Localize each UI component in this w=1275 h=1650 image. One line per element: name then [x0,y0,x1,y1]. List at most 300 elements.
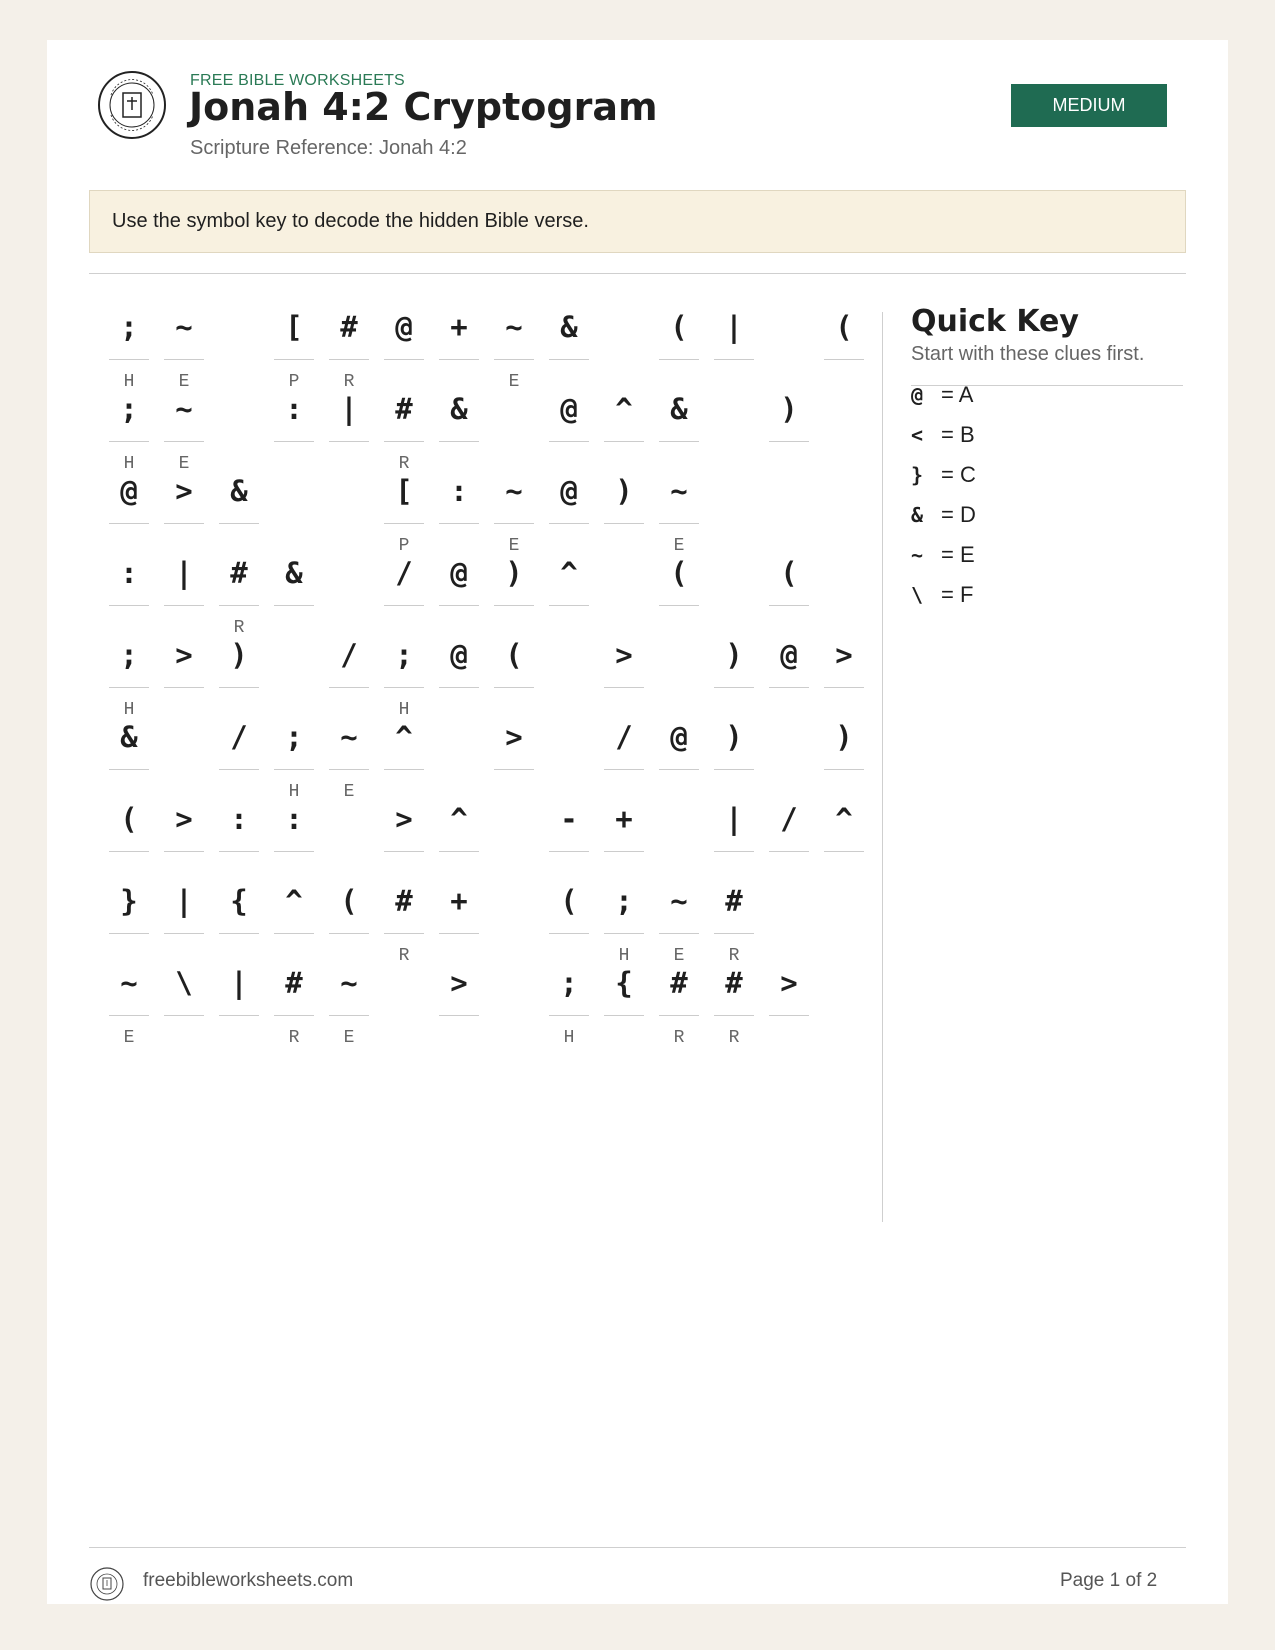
hint-letter: E [178,372,190,392]
cipher-symbol: ) [230,638,248,672]
answer-line[interactable] [659,933,699,934]
cipher-symbol: # [725,966,743,1000]
answer-line[interactable] [439,605,479,606]
cipher-symbol: : [285,392,303,426]
hint-letter: R [728,1028,740,1048]
puzzle-cell [604,794,644,880]
puzzle-cell [109,302,149,392]
key-symbol: } [911,463,924,487]
cipher-symbol: @ [670,720,688,754]
answer-line[interactable] [164,441,204,442]
answer-line[interactable] [659,1015,699,1016]
hint-letter [769,1028,809,1048]
answer-line[interactable] [824,769,864,770]
answer-line[interactable] [604,523,644,524]
hint-letter [714,372,754,392]
answer-line[interactable] [604,441,644,442]
cipher-symbol: ( [340,884,358,918]
cipher-symbol: ^ [835,802,853,836]
answer-line[interactable] [384,687,424,688]
cipher-symbol: ^ [285,884,303,918]
answer-line[interactable] [549,359,589,360]
cipher-symbol: # [395,392,413,426]
answer-line[interactable] [604,687,644,688]
cipher-symbol: @ [120,474,138,508]
cipher-symbol: ; [560,966,578,1000]
puzzle-cell [549,384,589,470]
answer-line[interactable] [384,605,424,606]
answer-line[interactable] [219,605,259,606]
puzzle-cell [494,630,534,716]
answer-line[interactable] [714,687,754,688]
hint-letter: E [123,1028,135,1048]
hint-letter: E [673,946,685,966]
hint-letter [659,782,699,802]
puzzle-cell [274,712,314,802]
puzzle-cell [109,876,149,962]
cipher-symbol: | [725,310,743,344]
hint-letter [604,536,644,556]
cipher-symbol: ) [725,638,743,672]
cipher-symbol: @ [395,310,413,344]
hint-letter: H [123,454,135,474]
puzzle-cell [109,384,149,474]
puzzle-cell [219,958,259,1044]
answer-line[interactable] [439,851,479,852]
cipher-symbol: @ [450,556,468,590]
puzzle-cell [439,302,479,388]
answer-line[interactable] [164,523,204,524]
key-entry [911,540,975,570]
key-symbol: @ [911,383,924,407]
answer-line[interactable] [109,523,149,524]
cipher-symbol: & [670,392,688,426]
cipher-symbol: > [175,638,193,672]
answer-line[interactable] [824,687,864,688]
puzzle-cell [494,302,534,392]
answer-line[interactable] [384,851,424,852]
cipher-symbol: - [560,802,578,836]
hint-letter: R [673,1028,685,1048]
cipher-symbol: / [395,556,413,590]
answer-line[interactable] [329,441,369,442]
cipher-symbol: # [285,966,303,1000]
answer-line[interactable] [384,523,424,524]
answer-line[interactable] [494,769,534,770]
cipher-symbol: > [450,966,468,1000]
answer-line[interactable] [494,523,534,524]
answer-line[interactable] [219,933,259,934]
answer-line[interactable] [604,851,644,852]
answer-line[interactable] [384,441,424,442]
cipher-symbol: ~ [670,884,688,918]
puzzle-cell [769,630,809,716]
answer-line[interactable] [824,359,864,360]
cipher-symbol: # [670,966,688,1000]
cipher-symbol: @ [780,638,798,672]
cipher-symbol: [ [285,310,303,344]
cipher-symbol: } [120,884,138,918]
cipher-symbol: > [835,638,853,672]
cipher-symbol: # [340,310,358,344]
answer-line[interactable] [164,1015,204,1016]
answer-line[interactable] [109,687,149,688]
puzzle-cell [384,876,424,966]
hint-letter [659,618,699,638]
cipher-symbol: | [175,556,193,590]
puzzle-cell [714,630,754,716]
answer-line[interactable] [109,359,149,360]
puzzle-cell [329,302,369,392]
answer-line[interactable] [274,441,314,442]
cipher-symbol: > [505,720,523,754]
cipher-symbol: & [285,556,303,590]
puzzle-cell [109,466,149,552]
answer-line[interactable] [219,523,259,524]
hint-letter: R [728,946,740,966]
answer-line[interactable] [659,605,699,606]
cipher-symbol: / [340,638,358,672]
hint-letter [439,1028,479,1048]
puzzle-cell [769,548,809,634]
key-entry [911,500,976,530]
answer-line[interactable] [659,523,699,524]
puzzle-cell [274,958,314,1048]
cipher-symbol: ~ [340,720,358,754]
puzzle-cell [549,794,589,880]
quick-key-title: Quick Key [911,304,1079,339]
puzzle-cell [439,466,479,552]
puzzle-cell [384,548,424,634]
puzzle-cell [659,876,699,966]
answer-line[interactable] [769,851,809,852]
cipher-symbol: | [175,884,193,918]
answer-line[interactable] [769,441,809,442]
cipher-symbol: : [285,802,303,836]
answer-line[interactable] [439,933,479,934]
hint-letter: H [123,372,135,392]
answer-line[interactable] [604,933,644,934]
cipher-symbol: ) [835,720,853,754]
hint-letter: E [508,536,520,556]
answer-line[interactable] [109,933,149,934]
cipher-symbol: ; [120,392,138,426]
answer-line[interactable] [109,441,149,442]
column-divider [882,312,883,1222]
hint-letter [219,1028,259,1048]
puzzle-cell [494,712,534,798]
puzzle-cell [384,302,424,388]
puzzle-cell [439,384,479,470]
cipher-symbol: & [120,720,138,754]
answer-line[interactable] [604,769,644,770]
answer-line[interactable] [164,605,204,606]
cipher-symbol: & [560,310,578,344]
puzzle-cell [384,712,424,798]
key-symbol: ~ [911,543,924,567]
puzzle-cell [714,712,754,798]
puzzle-cell [659,302,699,388]
answer-line[interactable] [109,605,149,606]
cipher-symbol: | [340,392,358,426]
logo-icon [97,70,167,140]
answer-line[interactable] [439,687,479,688]
answer-line[interactable] [329,1015,369,1016]
footer-logo-icon [89,1566,125,1602]
answer-line[interactable] [769,687,809,688]
answer-line[interactable] [714,359,754,360]
answer-line[interactable] [549,1015,589,1016]
cipher-symbol: ( [835,310,853,344]
cipher-symbol: ^ [450,802,468,836]
puzzle-cell [384,384,424,474]
puzzle-cell [439,630,479,716]
hint-letter: E [673,536,685,556]
cipher-symbol: ~ [175,310,193,344]
puzzle-cell [329,876,369,962]
page-number: Page 1 of 2 [1060,1570,1158,1591]
answer-line[interactable] [659,359,699,360]
puzzle-cell [164,958,204,1044]
puzzle-cell [769,958,809,1044]
cipher-symbol: \ [175,966,193,1000]
puzzle-cell [659,548,699,634]
divider [89,273,1186,274]
answer-line[interactable] [439,441,479,442]
key-letter: = E [941,542,975,567]
puzzle-cell [824,794,864,880]
cipher-symbol: / [780,802,798,836]
page-title: Jonah 4:2 Cryptogram [189,85,658,129]
answer-line[interactable] [659,769,699,770]
answer-line[interactable] [384,933,424,934]
answer-line[interactable] [549,933,589,934]
cipher-symbol: > [780,966,798,1000]
cipher-symbol: ( [120,802,138,836]
puzzle-cell [219,630,259,716]
answer-line[interactable] [329,687,369,688]
answer-line[interactable] [164,687,204,688]
answer-line[interactable] [494,605,534,606]
answer-line[interactable] [329,933,369,934]
cipher-symbol: ~ [505,310,523,344]
answer-line[interactable] [164,933,204,934]
cipher-symbol: > [175,474,193,508]
puzzle-cell [604,630,644,716]
hint-letter: H [618,946,630,966]
hint-letter: P [398,536,410,556]
puzzle-cell [219,794,259,880]
puzzle-cell [219,876,259,962]
hint-letter: E [178,454,190,474]
instructions-box [89,190,1186,253]
hint-letter: R [398,454,410,474]
puzzle-cell [659,958,699,1048]
puzzle-cell [439,548,479,634]
key-entry [911,580,973,610]
answer-line[interactable] [439,1015,479,1016]
answer-line[interactable] [384,359,424,360]
answer-line[interactable] [439,523,479,524]
key-entry [911,460,976,490]
answer-line[interactable] [274,1015,314,1016]
key-entry [911,420,975,450]
cipher-symbol: / [615,720,633,754]
puzzle-cell [824,712,864,798]
hint-letter: P [288,372,300,392]
hint-letter [329,454,369,474]
answer-line[interactable] [714,933,754,934]
answer-line[interactable] [549,605,589,606]
key-letter: = D [941,502,976,527]
puzzle-cell [164,876,204,962]
answer-line[interactable] [549,523,589,524]
cipher-symbol: ; [285,720,303,754]
hint-letter [439,700,479,720]
hint-letter [549,618,589,638]
key-entry [911,380,973,410]
answer-line[interactable] [769,1015,809,1016]
cipher-symbol: > [175,802,193,836]
answer-line[interactable] [274,359,314,360]
cipher-symbol: ; [395,638,413,672]
answer-line[interactable] [274,769,314,770]
puzzle-cell [439,794,479,880]
key-letter: = B [941,422,975,447]
puzzle-cell [604,712,644,798]
answer-line[interactable] [824,851,864,852]
answer-line[interactable] [714,851,754,852]
answer-line[interactable] [274,933,314,934]
answer-line[interactable] [219,851,259,852]
cipher-symbol: { [230,884,248,918]
answer-line[interactable] [329,359,369,360]
hint-letter: E [343,1028,355,1048]
cipher-symbol: ~ [340,966,358,1000]
worksheet-page [47,40,1228,1604]
answer-line[interactable] [494,359,534,360]
instructions-text: Use the symbol key to decode the hidden Bible verse. [112,210,589,232]
cipher-symbol: ) [505,556,523,590]
puzzle-cell [549,302,589,388]
cipher-symbol: / [230,720,248,754]
cipher-symbol: | [230,966,248,1000]
answer-line[interactable] [274,851,314,852]
puzzle-cell [549,876,589,962]
cipher-symbol: # [395,884,413,918]
answer-line[interactable] [109,1015,149,1016]
answer-line[interactable] [109,769,149,770]
cipher-symbol: ^ [615,392,633,426]
cipher-symbol: ~ [670,474,688,508]
cipher-symbol: + [615,802,633,836]
answer-line[interactable] [219,687,259,688]
answer-line[interactable] [604,1015,644,1016]
puzzle-cell [109,712,149,798]
puzzle-cell [219,466,259,552]
puzzle-cell [219,712,259,798]
puzzle-cell [549,958,589,1048]
hint-letter: R [398,946,410,966]
answer-line[interactable] [109,851,149,852]
puzzle-cell [769,384,809,470]
puzzle-cell [549,548,589,634]
cipher-symbol: ( [780,556,798,590]
puzzle-cell [659,466,699,556]
answer-line[interactable] [384,769,424,770]
cipher-symbol: ( [505,638,523,672]
puzzle-cell [549,466,589,552]
hint-letter [769,454,809,474]
answer-line[interactable] [659,441,699,442]
answer-line[interactable] [439,359,479,360]
puzzle-cell [714,958,754,1048]
cipher-symbol: ( [560,884,578,918]
cipher-symbol: & [230,474,248,508]
answer-line[interactable] [329,769,369,770]
hint-letter [769,864,809,884]
puzzle-cell [604,876,644,966]
puzzle-cell [329,958,369,1048]
cipher-symbol: ( [670,556,688,590]
answer-line[interactable] [219,769,259,770]
puzzle-cell [384,794,424,880]
answer-line[interactable] [549,441,589,442]
puzzle-cell [384,466,424,556]
puzzle-cell [109,548,149,634]
answer-line[interactable] [164,851,204,852]
answer-line[interactable] [714,1015,754,1016]
answer-line[interactable] [274,605,314,606]
puzzle-cell [274,302,314,392]
cipher-symbol: @ [560,474,578,508]
answer-line[interactable] [219,1015,259,1016]
answer-line[interactable] [714,769,754,770]
puzzle-cell [659,384,699,470]
puzzle-cell [714,876,754,966]
puzzle-cell [274,876,314,962]
hint-letter: H [288,782,300,802]
hint-letter: H [123,700,135,720]
hint-letter [164,1028,204,1048]
puzzle-cell [439,958,479,1044]
cipher-symbol: : [120,556,138,590]
cipher-symbol: ) [780,392,798,426]
hint-letter: H [563,1028,575,1048]
puzzle-cell [494,466,534,556]
answer-line[interactable] [769,605,809,606]
cipher-symbol: > [395,802,413,836]
answer-line[interactable] [549,851,589,852]
puzzle-cell [384,630,424,720]
difficulty-badge: MEDIUM [1011,84,1167,127]
cipher-symbol: [ [395,474,413,508]
cipher-symbol: ~ [505,474,523,508]
answer-line[interactable] [164,359,204,360]
cipher-symbol: ( [670,310,688,344]
hint-letter [824,372,864,392]
hint-letter [164,700,204,720]
answer-line[interactable] [494,687,534,688]
cipher-symbol: + [450,884,468,918]
puzzle-cell [714,794,754,880]
quick-key-subtitle: Start with these clues first. [911,343,1145,365]
puzzle-cell [824,630,864,716]
hint-letter: R [343,372,355,392]
cipher-symbol: ~ [175,392,193,426]
cipher-symbol: ) [725,720,743,754]
cipher-symbol: ^ [560,556,578,590]
